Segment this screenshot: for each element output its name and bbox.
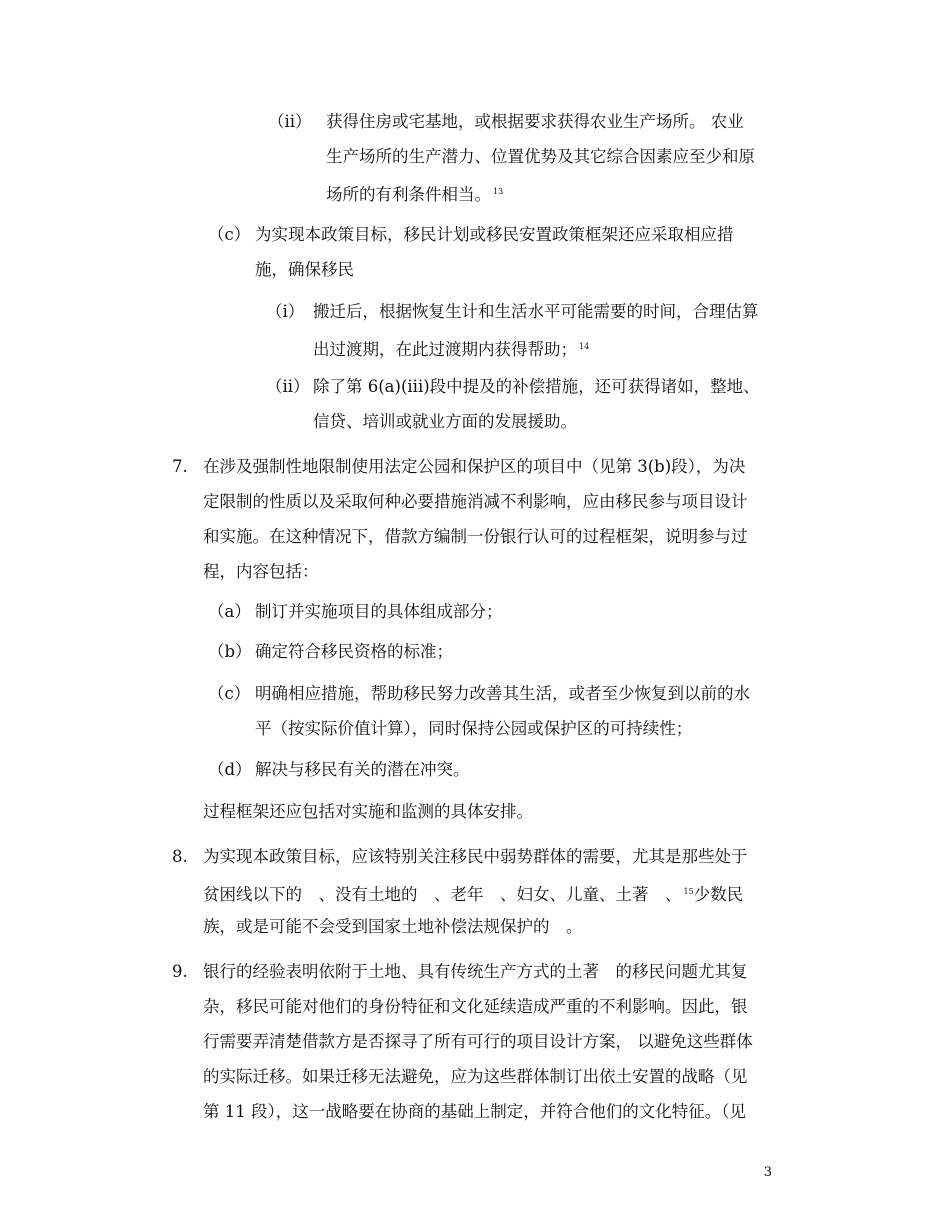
text-line: 定限制的性质以及采取何种必要措施消减不利影响，应由移民参与项目设计 [203, 492, 748, 511]
paragraph-number: 7. [172, 457, 188, 476]
text-line: 和实施。在这种情况下，借款方编制一份银行认可的过程框架，说明参与过 [203, 527, 748, 546]
text-line: 程，内容包括： [203, 562, 319, 581]
text-line: 为实现本政策目标，应该特别关注移民中弱势群体的需要，尤其是那些处于 [203, 847, 748, 866]
text-line: 生产场所的生产潜力、位置优势及其它综合因素应至少和原 [326, 147, 755, 166]
text-line: 确定符合移民资格的标准； [255, 642, 453, 661]
item-label: （ii） [268, 112, 312, 131]
text-line: 为实现本政策目标，移民计划或移民安置政策框架还应采取相应措 [255, 225, 734, 244]
text-line: 杂，移民可能对他们的身份特征和文化延续造成严重的不利影响。因此，银 [203, 997, 748, 1016]
text-line: 平（按实际价值计算），同时保持公园或保护区的可持续性； [255, 719, 693, 738]
text-line: 信贷、培训或就业方面的发展援助。 [313, 412, 577, 431]
text-line: 施，确保移民 [255, 260, 354, 279]
item-label: （a） [208, 602, 251, 621]
footnote-ref: 14 [579, 342, 590, 351]
footnote-ref: 13 [493, 187, 504, 196]
text-line: 解决与移民有关的潜在冲突。 [255, 760, 470, 779]
item-label: （d） [208, 760, 252, 779]
item-label: （c） [208, 225, 251, 244]
text-line: 除了第 6(a)(iii)段中提及的补偿措施，还可获得诸如，整地、 [313, 377, 760, 396]
item-label: （c） [208, 684, 251, 703]
text-line-tail: 少数民 [693, 885, 744, 904]
text-line: 过程框架还应包括对实施和监测的具体安排。 [203, 802, 533, 821]
text-line: 贫困线以下的 、没有土地的 、老年 、妇女、儿童、土著 、 [203, 885, 682, 904]
text-line: 的实际迁移。如果迁移无法避免，应为这些群体制订出依土安置的战略（见 [203, 1067, 748, 1086]
text-line: 第 11 段），这一战略要在协商的基础上制定，并符合他们的文化特征。（见 [203, 1102, 746, 1121]
text-line: 族，或是可能不会受到国家土地补偿法规保护的 。 [203, 917, 583, 936]
text-line: 场所的有利条件相当。 [326, 185, 491, 204]
text-line: 明确相应措施，帮助移民努力改善其生活，或者至少恢复到以前的水 [255, 684, 750, 703]
text-line: 出过渡期，在此过渡期内获得帮助； [313, 340, 577, 359]
paragraph-number: 8. [172, 847, 188, 866]
text-line: 获得住房或宅基地，或根据要求获得农业生产场所。 农业 [326, 112, 744, 131]
page-number: 3 [763, 1165, 772, 1180]
footnote-ref: 15 [683, 887, 694, 896]
text-line: 在涉及强制性地限制使用法定公园和保护区的项目中（见第 3(b)段），为决 [203, 457, 746, 476]
paragraph-number: 9. [172, 962, 188, 981]
item-label: （b） [208, 642, 252, 661]
text-line: 制订并实施项目的具体组成部分； [255, 602, 503, 621]
text-line: 银行的经验表明依附于土地、具有传统生产方式的土著 的移民问题尤其复 [203, 962, 748, 981]
text-line: 行需要弄清楚借款方是否探寻了所有可行的项目设计方案， 以避免这些群体 [203, 1032, 753, 1051]
item-label: （i） [266, 302, 305, 321]
text-line: 搬迁后，根据恢复生计和生活水平可能需要的时间，合理估算 [313, 302, 759, 321]
item-label: （ii） [266, 377, 310, 396]
